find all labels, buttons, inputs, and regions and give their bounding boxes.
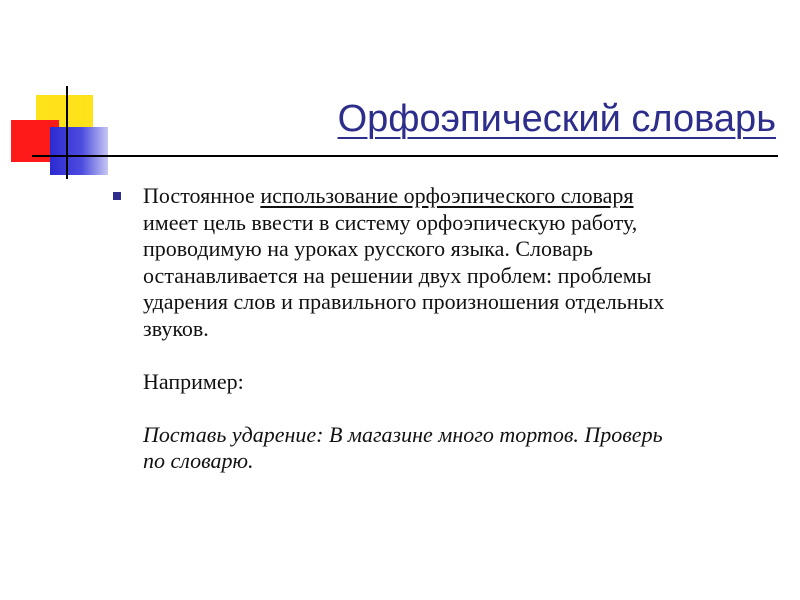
spacer — [143, 342, 783, 369]
body-line: останавливается на решении двух проблем: проблемы — [143, 262, 652, 288]
slide-title: Орфоэпический словарь — [337, 98, 776, 140]
bullet-icon — [113, 192, 121, 200]
vertical-line-decoration — [66, 86, 68, 179]
body-line: звуков. — [143, 315, 209, 341]
title-divider-line — [32, 155, 778, 157]
example-line: Поставь ударение: В магазине много тортов. Проверь — [143, 421, 663, 447]
body-line-prefix: Постоянное — [143, 183, 261, 208]
blue-square-decoration — [50, 127, 108, 175]
slide-body — [143, 183, 783, 475]
body-line: имеет цель ввести в систему орфоэпическую работу, — [143, 209, 638, 235]
body-line — [143, 183, 783, 210]
underlined-phrase: использование орфоэпического словаря — [260, 183, 634, 208]
example-line: по словарю. — [143, 448, 254, 473]
body-line: ударения слов и правильного произношения отдельных — [143, 289, 665, 314]
example-label: Например: — [143, 368, 244, 394]
spacer — [143, 395, 783, 422]
body-line: проводимую на уроках русского языка. Словарь — [143, 236, 593, 261]
